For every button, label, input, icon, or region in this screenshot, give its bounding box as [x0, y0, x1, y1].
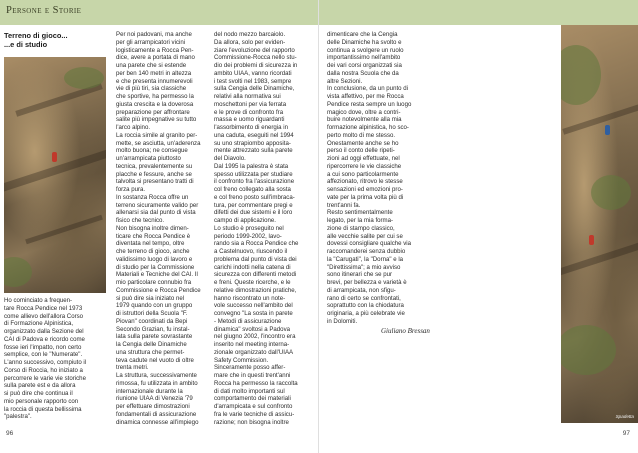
text-column-3-body: dimenticare che la Cengia delle Dinamiche ha svolto e continua a svolgere un ruolo importantissimo nell'ambito dei vari corsi organizzati sia dalla nostra Scuola che da altre Sezioni. In conclusione, da un punto di vista affettivo, per me Rocca Pendice resta sempre un luogo magico dove, oltre a contri- buire notevolmente alla mia formazione alpinistica, ho sco- perto molto di me stesso. Onestamente anche se ho perso il conto delle ripeti- zioni ad oggi effettuate, nel ripercorrere le vie classiche a cui sono particolarmente affezionato, ritrovo le stesse sensazioni ed emozioni pro- vate per la prima volta più di trent'anni fa. Resto sentimentalmente legato, per la mia forma- zione di stampo classico, alle vecchie salite per cui se dovessi consigliare qualche via raccomanderei senza dubbio la "Carugati", la "Dorna" e la "Direttissima"; a mio avviso sono itinerari che se pur brevi, per bellezza e varietà è di arrampicata, non sfigu- rano di certo se confrontati, soprattutto con la chiodatura originaria, a più celebrate vie in Dolomiti. [327, 31, 412, 325]
climber-figure [589, 235, 594, 245]
rock-texture [561, 240, 638, 278]
vegetation [561, 45, 601, 105]
text-column-1 [116, 31, 206, 426]
rock-texture [25, 215, 103, 244]
page-number-right: 97 [622, 430, 630, 437]
intro-caption-text: Ho cominciato a frequen- tare Rocca Pendice nel 1973 come allievo dell'allora Corso di Formazione Alpinistica, organizzato dalla Sezione del CAI di Padova e ricordo come fosse ieri l'impatto, non certo semplice, con le "Numerate". L'anno successivo, compiuto il Corso di Roccia, ho iniziato a percorrere le varie vie storiche sulla parete est e da allora si può dire che continua il mio personale rapporto con la roccia di questa bellissima "palestra". [4, 297, 87, 421]
climbing-photo-left [4, 57, 106, 293]
text-column-1-body: Per noi padovani, ma anche per gli arrampicatori vicini logisticamente a Rocca Pen- dice, avere a portata di mano una parete che si estende per ben 140 metri in altezza e che presenta innumerevoli vie di più tiri, sia classiche che sportive, ha permesso la giusta crescita e la doverosa preparazione per affrontare salite più impegnative su tutto l'arco alpino. La roccia simile al granito per- mette, se asciutta, un'aderenza molto buona; ne consegue un'arrampicata piuttosto tecnica, prevalentemente su placche e fessure, anche se talvolta si presentano tratti di forza pura. In sostanza Rocca offre un terreno sicuramente valido per allenarsi sia dal punto di vista fisico che tecnico. Non bisogna inoltre dimen- ticare che Rocca Pendice è diventata nel tempo, oltre che terreno di gioco, anche validissimo luogo di lavoro e di studio per la Commissione Materiali e Tecniche del CAI. Il mio particolare connubio fra Commissione e Rocca Pendice si può dire sia iniziato nel 1979 quando con un gruppo di istruttori della Scuola "F. Piovan" coordinati da Bepi Secondo Grazian, fu instal- lata sulla parete sovrastante la Cengia delle Dinamiche una struttura che permet- teva cadute nel vuoto di oltre trenta metri. La struttura, successivamente rimossa, fu utilizzata in ambito internazionale durante la riunione UIAA di Venezia '79 per effettuare dimostrazioni fondamentali di assicurazione dinamica connesse all'impiego [116, 31, 201, 426]
section-title: Persone e Storie [6, 5, 82, 16]
text-column-2 [214, 31, 314, 426]
climber-figure [52, 152, 57, 162]
vegetation [4, 257, 32, 287]
vegetation [64, 67, 104, 89]
rock-texture [562, 101, 638, 135]
page-number-left: 96 [6, 430, 14, 437]
intro-caption [4, 297, 108, 432]
photo-credit: Spadetta [615, 414, 634, 419]
vegetation [561, 325, 616, 375]
author-signature: Giuliano Bressan [381, 327, 430, 335]
intro-title: Terreno di gioco... ...e di studio [4, 31, 68, 49]
climber-figure [605, 125, 610, 135]
text-column-3 [327, 31, 437, 331]
header-band [319, 0, 638, 25]
right-page [319, 0, 638, 453]
climbing-photo-right [561, 25, 638, 423]
section-header [0, 0, 319, 25]
text-column-2-body: del nodo mezzo barcaiolo. Da allora, solo per eviden- ziare l'evoluzione del rapporto Commissione-Rocca nello stu- dio dei problemi di sicurezza in ambito UIAA, vanno ricordati i test svolti nel 1983, sempre sulla Cengia delle Dinamiche, relativi alla normativa sui moschettoni per via ferrata e le prove di confronto fra massa e uomo riguardanti l'assorbimento di energia in una caduta, eseguiti nel 1994 su uno strapiombo apposita- mente attrezzato sulla parete del Diavolo. Dal 1995 la palestra è stata spesso utilizzata per studiare il confronto fra l'assicurazione col freno collegato alla sosta e col freno posto sull'imbraca- tura, per commentare pregi e difetti dei due sistemi e il loro campo di applicazione. Lo studio è proseguito nel periodo 1999-2002, lavo- rando sia a Rocca Pendice che a Castelnuovo, riuscendo il problema dal punto di vista dei carichi indotti nella catena di sicurezza con differenti metodi e freni. Queste ricerche, e le relative dimostrazioni pratiche, hanno riscontrato un note- vole successo nell'ambito del convegno "La sosta in parete - Metodi di assicurazione dinamica" svoltosi a Padova nel giugno 2002, l'incontro era inserito nel meeting interna- zionale organizzato dall'UIAA Safety Commission. Sinceramente posso affer- mare che in questi trent'anni Rocca ha permesso la raccolta di dati molto importanti sul comportamento dei materiali d'arrampicata e sul confronto fra le varie tecniche di assicu- razione; non bisogna inoltre [214, 31, 299, 426]
vegetation [591, 175, 631, 210]
